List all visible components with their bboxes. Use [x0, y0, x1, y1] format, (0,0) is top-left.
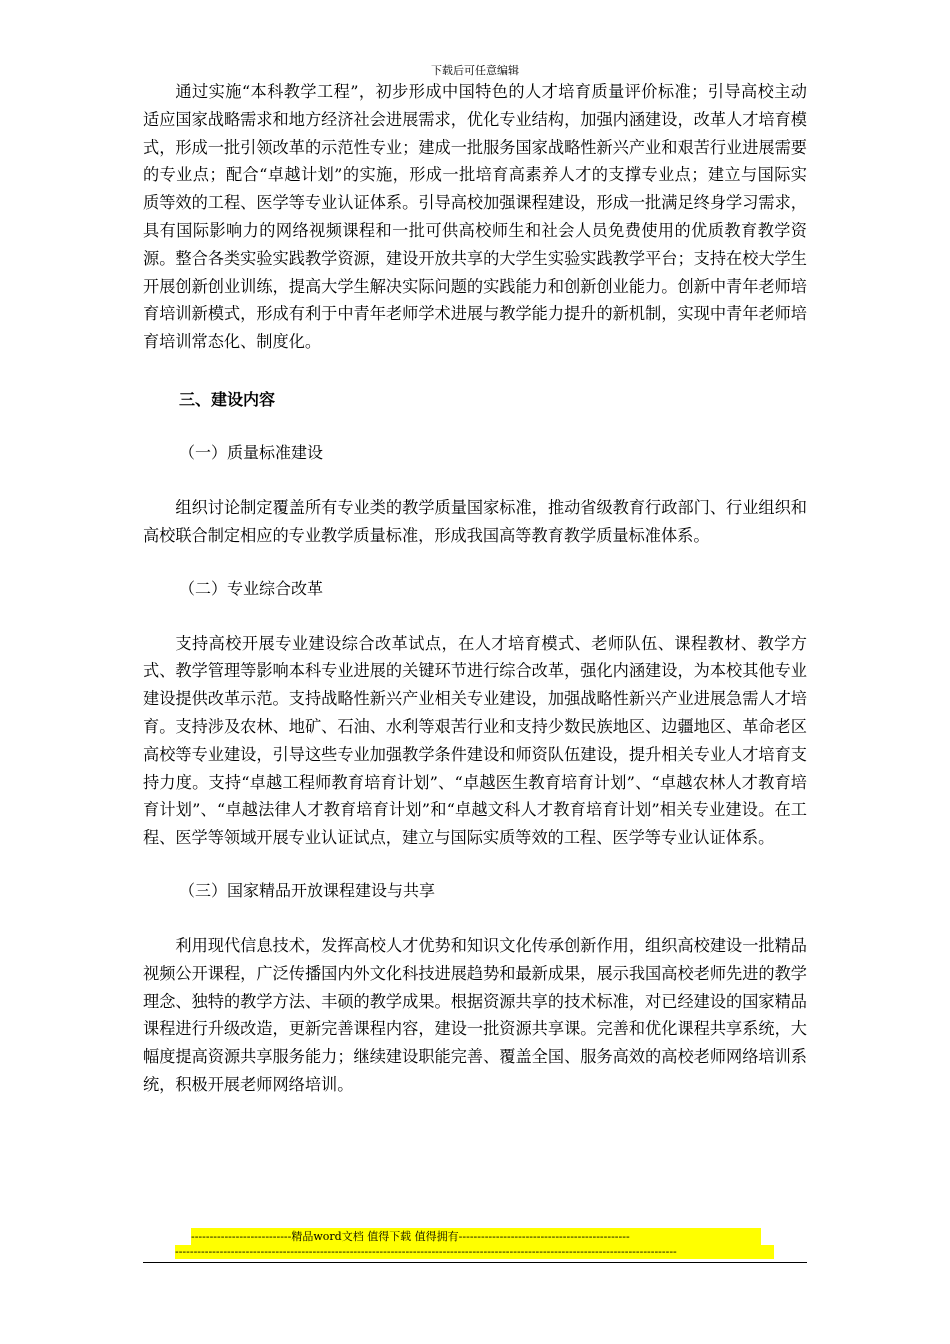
subsection-title-major-reform: （二）专业综合改革 — [179, 578, 324, 598]
footer-divider — [143, 1262, 807, 1263]
document-body — [143, 78, 807, 1099]
page-header-note: 下载后可任意编辑 — [431, 64, 519, 77]
section-heading: 三、建设内容 — [179, 389, 276, 409]
intro-paragraph: 通过实施“本科教学工程”，初步形成中国特色的人才培育质量评价标准；引导高校主动适应国家战略需求和地方经济社会进展需求，优化专业结构，加强内涵建设，改革人才培育模式，形成一批引领改革的示范性专业；建成一批服务国家战略性新兴产业和艰苦行业进展需要的专业点；配合“卓越计划”的实施，形成一批培育高素养人才的支撑专业点；建立与国际实质等效的工程、医学等专业认证体系。引导高校加强课程建设，形成一批满足终身学习需求，具有国际影响力的网络视频课程和一批可供高校师生和社会人员免费使用的优质教育教学资源。整合各类实验实践教学资源，建设开放共享的大学生实验实践教学平台；支持在校大学生开展创新创业训练，提高大学生解决实际问题的实践能力和创新创业能力。创新中青年老师培育培训新模式，形成有利于中青年老师学术进展与教学能力提升的新机制，实现中青年老师培育培训常态化、制度化。 — [143, 82, 807, 352]
subsection-text-major-reform: 支持高校开展专业建设综合改革试点，在人才培育模式、老师队伍、课程教材、教学方式、教学管理等影响本科专业进展的关键环节进行综合改革，强化内涵建设，为本校其他专业建设提供改革示范。支持战略性新兴产业相关专业建设，加强战略性新兴产业进展急需人才培育。支持涉及农林、地矿、石油、水利等艰苦行业和支持少数民族地区、边疆地区、革命老区高校等专业建设，引导这些专业加强教学条件建设和师资队伍建设，提升相关专业人才培育支持力度。支持“卓越工程师教育培育计划”、“卓越医生教育培育计划”、“卓越农林人才教育培育计划”、“卓越法律人才教育培育计划”和“卓越文科人才教育培育计划”相关专业建设。在工程、医学等领域开展专业认证试点，建立与国际实质等效的工程、医学等专业认证体系。 — [143, 633, 807, 848]
footer-banner-line2: --------------------------------------------------------------------------------------------------------------------------------------- — [175, 1245, 774, 1259]
subsection-text-open-courses: 利用现代信息技术，发挥高校人才优势和知识文化传承创新作用，组织高校建设一批精品视频公开课程，广泛传播国内外文化科技进展趋势和最新成果，展示我国高校老师先进的教学理念、独特的教学方法、丰硕的教学成果。根据资源共享的技术标准，对已经建设的国家精品课程进行升级改造，更新完善课程内容，建设一批资源共享课。完善和优化课程共享系统，大幅度提高资源共享服务能力；继续建设职能完善、覆盖全国、服务高效的高校老师网络培训系统，积极开展老师网络培训。 — [143, 935, 807, 1094]
subsection-text-quality-standards: 组织讨论制定覆盖所有专业类的教学质量国家标准，推动省级教育行政部门、行业组织和高校联合制定相应的专业教学质量标准，形成我国高等教育教学质量标准体系。 — [143, 497, 807, 545]
subsection-title-open-courses: （三）国家精品开放课程建设与共享 — [179, 880, 436, 900]
subsection-title-quality-standards: （一）质量标准建设 — [179, 442, 324, 462]
footer-banner-line1: ---------------------------精品word文档 值得下载 值得拥有---------------------------------------------- — [191, 1228, 761, 1245]
